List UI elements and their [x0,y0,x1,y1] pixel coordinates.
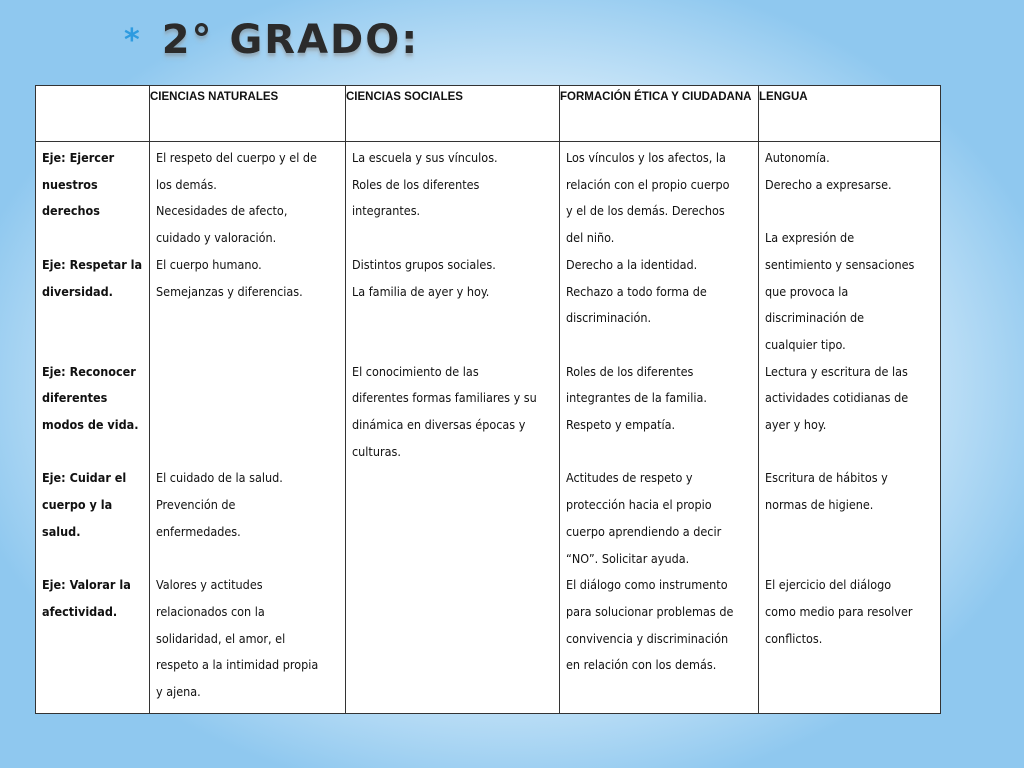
formacion-etica-line: Derecho a la identidad. [566,256,698,272]
ciencias-naturales-line: Prevención de [156,497,236,513]
ciencias-sociales-line: dinámica en diversas épocas y [352,417,526,432]
ejes-line: salud. [42,523,81,539]
formacion-etica-line: en relación con los demás. [566,657,717,673]
ejes-line [42,305,145,332]
ejes-line [42,332,145,359]
ciencias-naturales-line: relacionados con la [156,603,265,619]
lengua-line [765,679,936,706]
ciencias-sociales-line [352,519,555,546]
lengua-line: El ejercicio del diálogo [765,577,892,593]
lengua-line [765,439,936,466]
slide-title: 2° GRADO: [161,17,420,63]
ciencias-sociales-cell [346,142,560,714]
ejes-line [42,626,145,653]
ciencias-naturales-line: Valores y actitudes [156,577,263,593]
lengua-line: Lectura y escritura de las [765,363,908,379]
lengua-line [765,198,936,225]
ejes-line: derechos [42,203,100,219]
lengua-line: Derecho a expresarse. [765,176,892,192]
ejes-cell [36,142,150,714]
ciencias-sociales-line [352,305,555,332]
lengua-line [765,546,936,573]
formacion-etica-line: del niño. [566,230,615,246]
ciencias-naturales-line: y ajena. [156,684,201,699]
ciencias-sociales-line: Roles de los diferentes [352,176,480,192]
ejes-line: Eje: Cuidar el [42,470,127,486]
ciencias-naturales-line [156,332,341,359]
ejes-line [42,679,145,706]
formacion-etica-line: Actitudes de respeto y [566,470,693,486]
ciencias-sociales-line: La familia de ayer y hoy. [352,283,490,299]
ejes-line: nuestros [42,176,98,192]
ejes-line: afectividad. [42,603,118,619]
ejes-line: Eje: Respetar la [42,256,143,272]
lengua-line: La expresión de [765,230,855,246]
ejes-line: Eje: Reconocer [42,363,136,379]
ciencias-naturales-line [156,305,341,332]
ciencias-naturales-line [156,412,341,439]
header-row [36,86,941,142]
ciencias-sociales-line: diferentes formas familiares y su [352,390,537,406]
ejes-line [42,652,145,679]
lengua-line [765,652,936,679]
formacion-etica-line: Roles de los diferentes [566,363,694,379]
content-row [36,142,941,714]
formacion-etica-line: y el de los demás. Derechos [566,203,725,219]
lengua-line: conflictos. [765,630,823,646]
ejes-line: modos de vida. [42,417,139,432]
ciencias-naturales-line [156,359,341,386]
formacion-etica-line: Respeto y empatía. [566,417,676,432]
ejes-line: cuerpo y la [42,497,113,513]
ciencias-naturales-line: los demás. [156,176,217,192]
formacion-etica-line [566,439,754,466]
formacion-etica-line: integrantes de la familia. [566,390,707,406]
ciencias-sociales-line [352,492,555,519]
header-ciencias-sociales: CIENCIAS SOCIALES [346,86,560,142]
lengua-line: discriminación de [765,310,865,326]
formacion-etica-line: Los vínculos y los afectos, la [566,150,726,165]
formacion-etica-line: convivencia y discriminación [566,630,729,646]
header-empty [36,86,150,142]
lengua-line: que provoca la [765,283,849,299]
ciencias-naturales-line [156,385,341,412]
ciencias-sociales-line [352,652,555,679]
lengua-line: actividades cotidianas de [765,390,909,406]
lengua-line: sentimiento y sensaciones [765,256,915,272]
ciencias-naturales-line: Necesidades de afecto, [156,203,288,219]
ciencias-sociales-line: El conocimiento de las [352,363,479,379]
ciencias-sociales-line [352,599,555,626]
formacion-etica-line: para solucionar problemas de [566,603,734,619]
header-formacion-etica: FORMACIÓN ÉTICA Y CIUDADANA [560,86,759,142]
ciencias-sociales-line [352,465,555,492]
header-ciencias-naturales: CIENCIAS NATURALES [150,86,346,142]
lengua-line: como medio para resolver [765,603,913,619]
header-lengua: LENGUA [759,86,941,142]
formacion-etica-line [566,332,754,359]
ciencias-naturales-line: cuidado y valoración. [156,230,277,246]
formacion-etica-line: Rechazo a todo forma de [566,283,707,299]
lengua-line: Escritura de hábitos y [765,470,888,486]
ejes-line: diferentes [42,390,108,406]
ejes-line: diversidad. [42,283,113,299]
curriculum-table [35,85,941,714]
ejes-line [42,546,145,573]
ciencias-sociales-line: Distintos grupos sociales. [352,256,496,272]
formacion-etica-cell [560,142,759,714]
ciencias-naturales-line: El cuidado de la salud. [156,470,283,486]
ejes-line: Eje: Valorar la [42,577,131,593]
ciencias-naturales-line: El cuerpo humano. [156,256,262,272]
ciencias-naturales-line: El respeto del cuerpo y el de [156,150,317,165]
ejes-line [42,225,145,252]
formacion-etica-line: “NO”. Solicitar ayuda. [566,550,690,566]
ciencias-naturales-line: solidaridad, el amor, el [156,630,286,646]
ciencias-sociales-line: La escuela y sus vínculos. [352,150,498,165]
ciencias-sociales-line [352,679,555,706]
asterisk-bullet-icon: * [124,23,140,58]
ejes-line [42,439,145,466]
lengua-line: ayer y hoy. [765,417,827,432]
formacion-etica-line: discriminación. [566,310,652,326]
formacion-etica-line: El diálogo como instrumento [566,577,728,593]
lengua-cell [759,142,941,714]
ciencias-sociales-line: culturas. [352,443,401,459]
ciencias-naturales-line: Semejanzas y diferencias. [156,283,303,299]
lengua-line: normas de higiene. [765,497,874,513]
lengua-line: cualquier tipo. [765,336,846,352]
formacion-etica-line [566,679,754,706]
ciencias-naturales-line [156,546,341,573]
slide-title-area [124,17,420,80]
formacion-etica-line: cuerpo aprendiendo a decir [566,523,722,539]
lengua-line: Autonomía. [765,150,830,165]
ciencias-sociales-line [352,332,555,359]
ciencias-sociales-line [352,546,555,573]
ciencias-sociales-line: integrantes. [352,203,421,219]
ciencias-naturales-line [156,439,341,466]
ciencias-sociales-line [352,225,555,252]
formacion-etica-line: relación con el propio cuerpo [566,176,730,192]
ciencias-naturales-line: enfermedades. [156,523,241,539]
ciencias-sociales-line [352,626,555,653]
lengua-line [765,519,936,546]
formacion-etica-line: protección hacia el propio [566,497,712,513]
ejes-line: Eje: Ejercer [42,150,115,165]
ciencias-naturales-cell [150,142,346,714]
ciencias-naturales-line: respeto a la intimidad propia [156,657,319,673]
ciencias-sociales-line [352,572,555,599]
